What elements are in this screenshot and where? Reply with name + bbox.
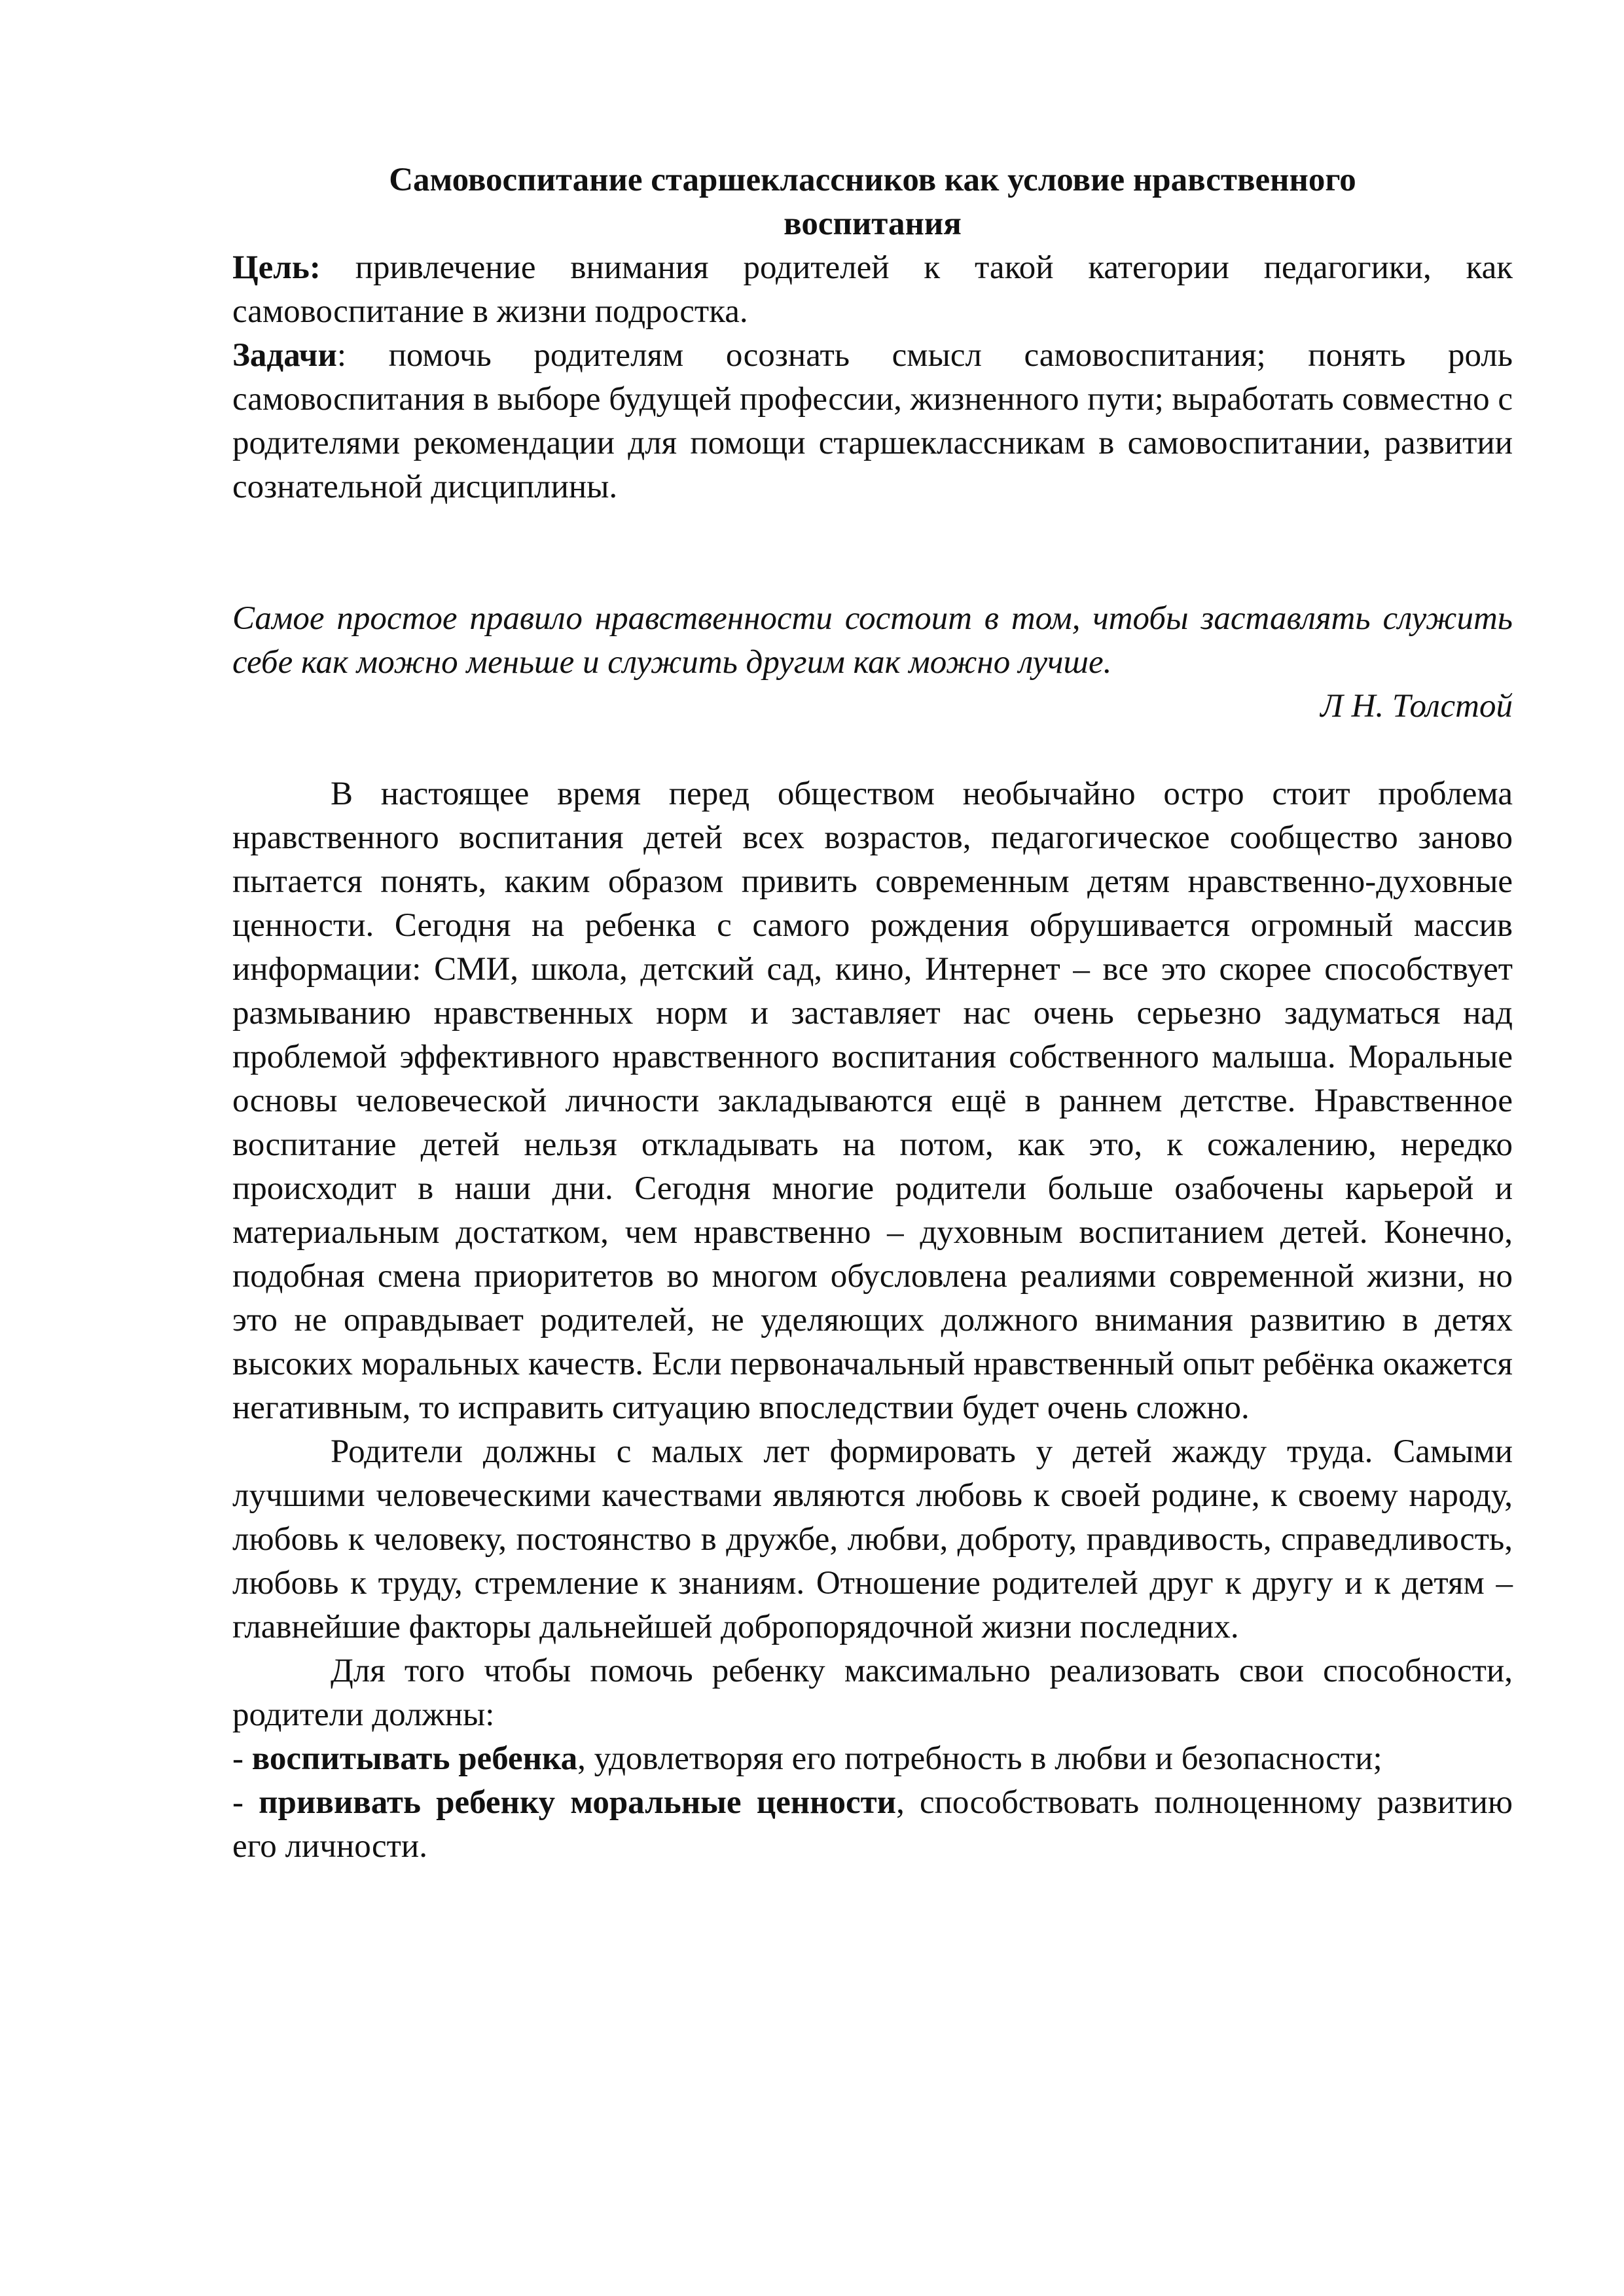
list-item-text: , способствовать полноценному развитию его личности.	[232, 1784, 1513, 1865]
spacer	[232, 509, 1513, 597]
list-item-prefix: -	[232, 1784, 259, 1821]
document-title: Самовоспитание старшеклассников как условие нравственного воспитания	[389, 162, 1356, 242]
list-item-bold: воспитывать ребенка	[251, 1740, 578, 1777]
tasks-paragraph	[232, 334, 1513, 509]
list-item	[232, 1781, 1513, 1869]
tasks-text: : помочь родителям осознать смысл самовоспитания; понять роль самовоспитания в выборе будущей профессии, жизненного пути; выработать совместно с родителями рекомендации для помощи старшеклассникам в самовоспитании, развитии сознательной дисциплины.	[232, 337, 1513, 505]
body-paragraph-1: В настоящее время перед обществом необычайно остро стоит проблема нравственного воспитания детей всех возрастов, педагогическое сообщество заново пытается понять, каким образом привить современным детям нравственно-духовные ценности. Сегодня на ребенка с самого рождения обрушивается огромный массив информации: СМИ, школа, детский сад, кино, Интернет – все это скорее способствует размыванию нравственных норм и заставляет нас очень серьезно задуматься над проблемой эффективного нравственного воспитания собственного малыша. Моральные основы человеческой личности закладываются ещё в раннем детстве. Нравственное воспитание детей нельзя откладывать на потом, как это, к сожалению, нередко происходит в наши дни. Сегодня многие родители больше озабочены карьерой и материальным достатком, чем нравственно – духовным воспитанием детей. Конечно, подобная смена приоритетов во многом обусловлена реалиями современной жизни, но это не оправдывает родителей, не уделяющих должного внимания развитию в детях высоких моральных качеств. Если первоначальный нравственный опыт ребёнка окажется негативным, то исправить ситуацию впоследствии будет очень сложно.	[232, 776, 1513, 1426]
body-paragraph-2: Родители должны с малых лет формировать у детей жажду труда. Самыми лучшими человеческими качествами являются любовь к своей родине, к своему народу, любовь к человеку, постоянство в дружбе, любви, доброту, правдивость, справедливость, любовь к труду, стремление к знаниям. Отношение родителей друг к другу и к детям – главнейшие факторы дальнейшей добропорядочной жизни последних.	[232, 1433, 1513, 1645]
goal-paragraph	[232, 246, 1513, 334]
list-item-prefix: -	[232, 1740, 252, 1777]
document-page	[232, 158, 1513, 1869]
body-paragraph-3: Для того чтобы помочь ребенку максимально реализовать свои способности, родители должны:	[232, 1653, 1513, 1733]
list-item	[232, 1737, 1513, 1781]
epigraph-author: Л Н. Толстой	[1320, 688, 1513, 725]
epigraph-text: Самое простое правило нравственности состоит в том, чтобы заставлять служить себе как можно меньше и служить другим как можно лучше.	[232, 600, 1513, 681]
list-item-text: , удовлетворяя его потребность в любви и безопасности;	[577, 1740, 1382, 1777]
spacer	[232, 728, 1513, 772]
goal-label: Цель:	[232, 249, 321, 286]
list-item-bold: прививать ребенку моральные ценности	[259, 1784, 897, 1821]
tasks-label: Задачи	[232, 337, 337, 374]
goal-text: привлечение внимания родителей к такой категории педагогики, как самовоспитание в жизни подростка.	[232, 249, 1513, 330]
